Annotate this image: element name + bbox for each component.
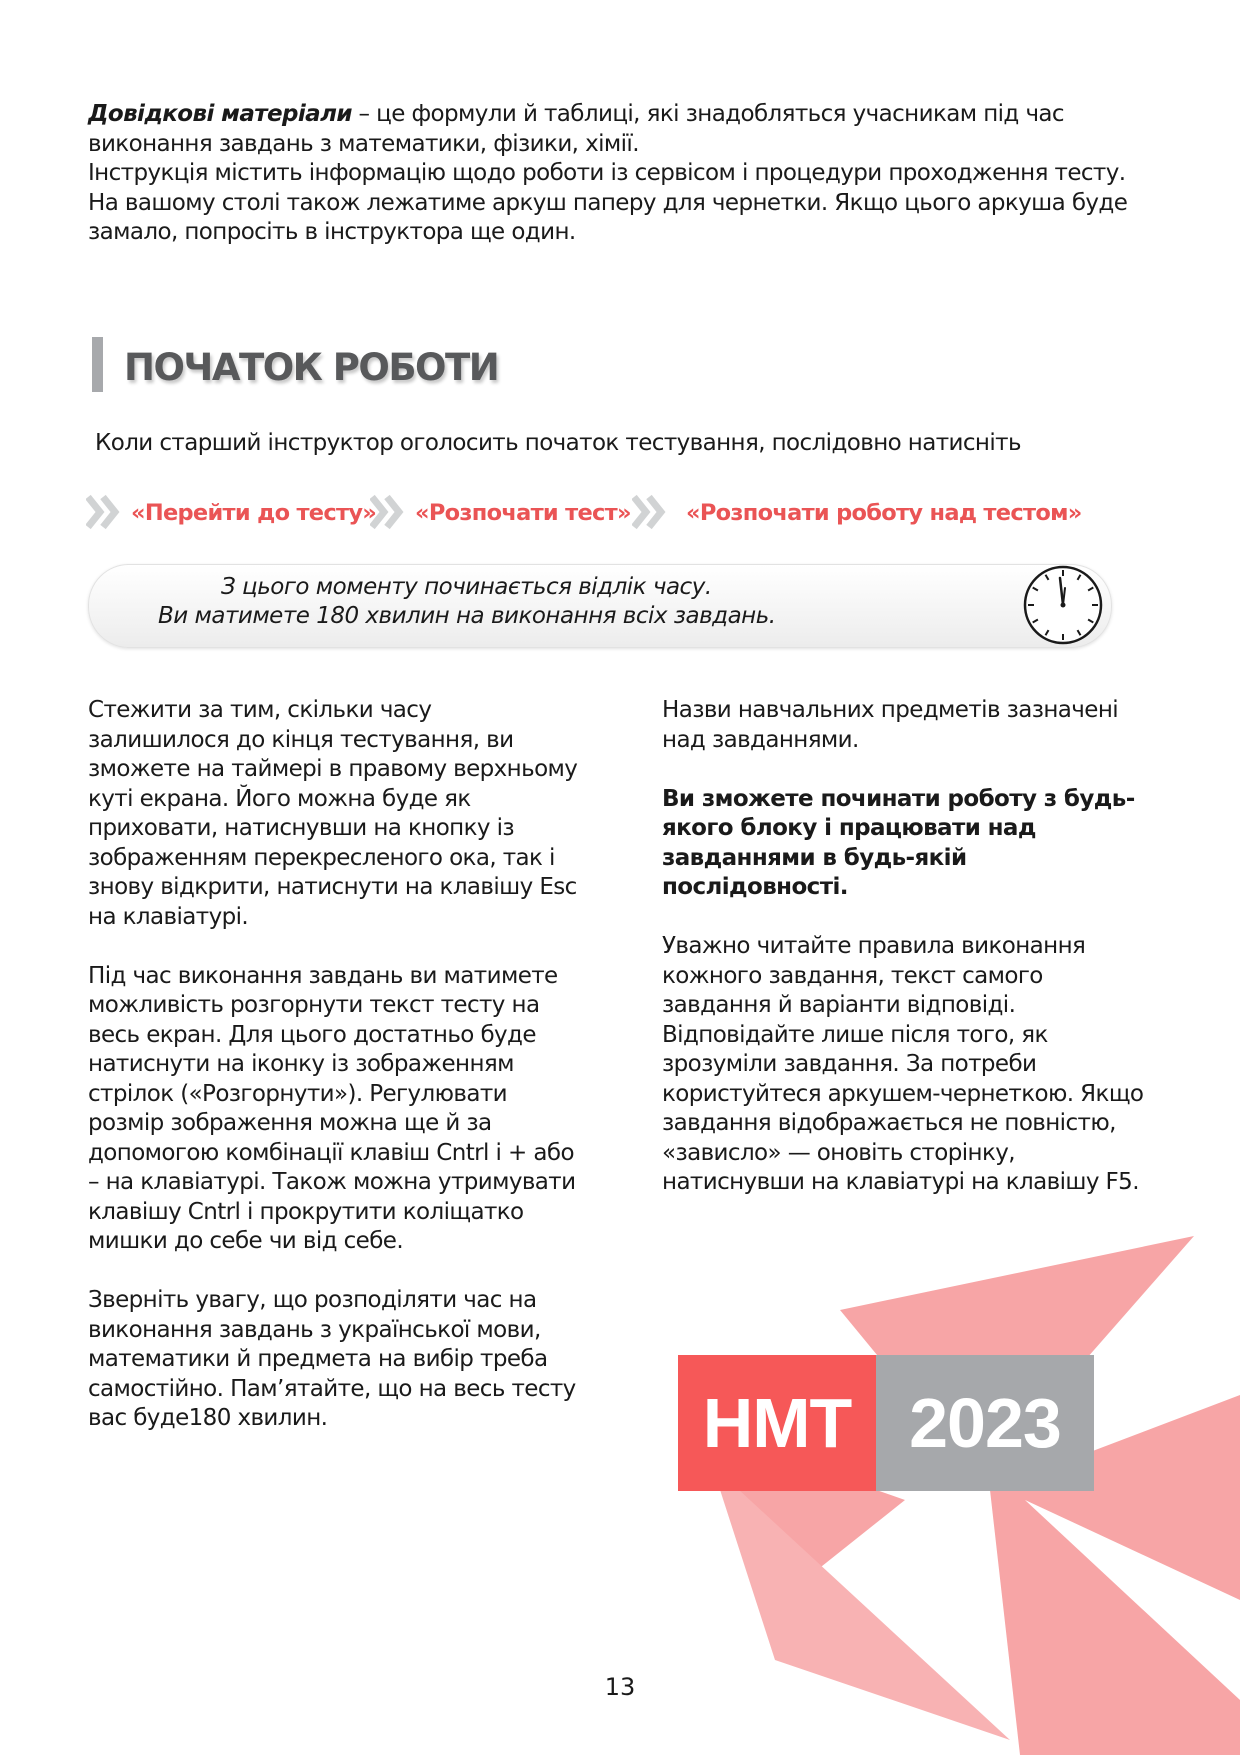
nmt-badge [678,1355,1094,1491]
double-chevron-right-icon [632,494,670,530]
left-paragraph-3: Зверніть увагу, що розподіляти час на виконання завдань з української мови, математики й предмета на вибір треба самостійно. Пам’ятайте, що на весь тесту вас буде180 хвилин. [88,1287,576,1431]
lead-sentence: Коли старший інструктор оголосить початок тестування, послідовно натисніть [95,430,1021,456]
page-number: 13 [604,1673,636,1701]
clock-icon [1020,562,1106,648]
badge-nmt: НМТ [678,1355,876,1491]
right-paragraph-bold: Ви зможете починати роботу з будь-якого блоку і працювати над завданнями в будь-якій послідовності. [662,785,1135,900]
intro-p1-rest: – це формули й таблиці, які знадобляться учасникам під час виконання завдань з математики, фізики, хімії. [88,101,1064,157]
intro-paragraph-2: Інструкція містить інформацію щодо роботи із сервісом і процедури проходження тесту. [88,160,1126,186]
step-start-work: «Розпочати роботу над тестом» [686,500,1082,526]
double-chevron-right-icon [370,494,408,530]
timer-note-line-1: З цього моменту починається відлік часу. [221,574,712,600]
badge-year: 2023 [876,1355,1094,1491]
left-column [88,696,578,1463]
section-title: ПОЧАТОК РОБОТИ [124,346,499,389]
left-paragraph-1: Стежити за тим, скільки часу залишилося до кінця тестування, ви зможете на таймері в правому верхньому куті екрана. Його можна буде як приховати, натиснувши на кнопку із зображенням перекресленого ока, так і знову відкрити, натиснути на клавішу Esc на клавіатурі. [88,697,578,930]
intro-term: Довідкові матеріали [88,101,352,127]
step-start-test: «Розпочати тест» [415,500,631,526]
right-paragraph-1: Назви навчальних предметів зазначені над завданнями. [662,697,1119,753]
intro-paragraph-1 [88,100,1148,159]
right-paragraph-3: Уважно читайте правила виконання кожного завдання, текст самого завдання й варіанти відповіді. Відповідайте лише після того, як зрозуміли завдання. За потреби користуйтеся аркушем-чернеткою. Якщо завдання відображається не повністю, «зависло» — оновіть сторінку, натиснувши на клавіатурі на клавішу F5. [662,933,1144,1195]
double-chevron-right-icon [86,494,124,530]
step-go-to-test: «Перейти до тесту» [131,500,377,526]
intro-paragraph-3: На вашому столі також лежатиме аркуш паперу для чернетки. Якщо цього аркуша буде замало, попросіть в інструктора ще один. [88,189,1128,245]
left-paragraph-2: Під час виконання завдань ви матимете можливість розгорнути текст тесту на весь екран. Для цього достатньо буде натиснути на іконку із зображенням стрілок («Розгорнути»). Регулювати розмір зображення можна ще й за допомогою комбінації клавіш Cntrl і + або – на клавіатурі. Також можна утримувати клавішу Cntrl і прокрутити коліщатко мишки до себе чи від себе. [88,962,576,1254]
right-column [662,696,1152,1227]
section-bar [92,337,103,392]
intro-text [88,100,1148,248]
timer-note-line-2: Ви матимете 180 хвилин на виконання всіх завдань. [158,603,776,629]
